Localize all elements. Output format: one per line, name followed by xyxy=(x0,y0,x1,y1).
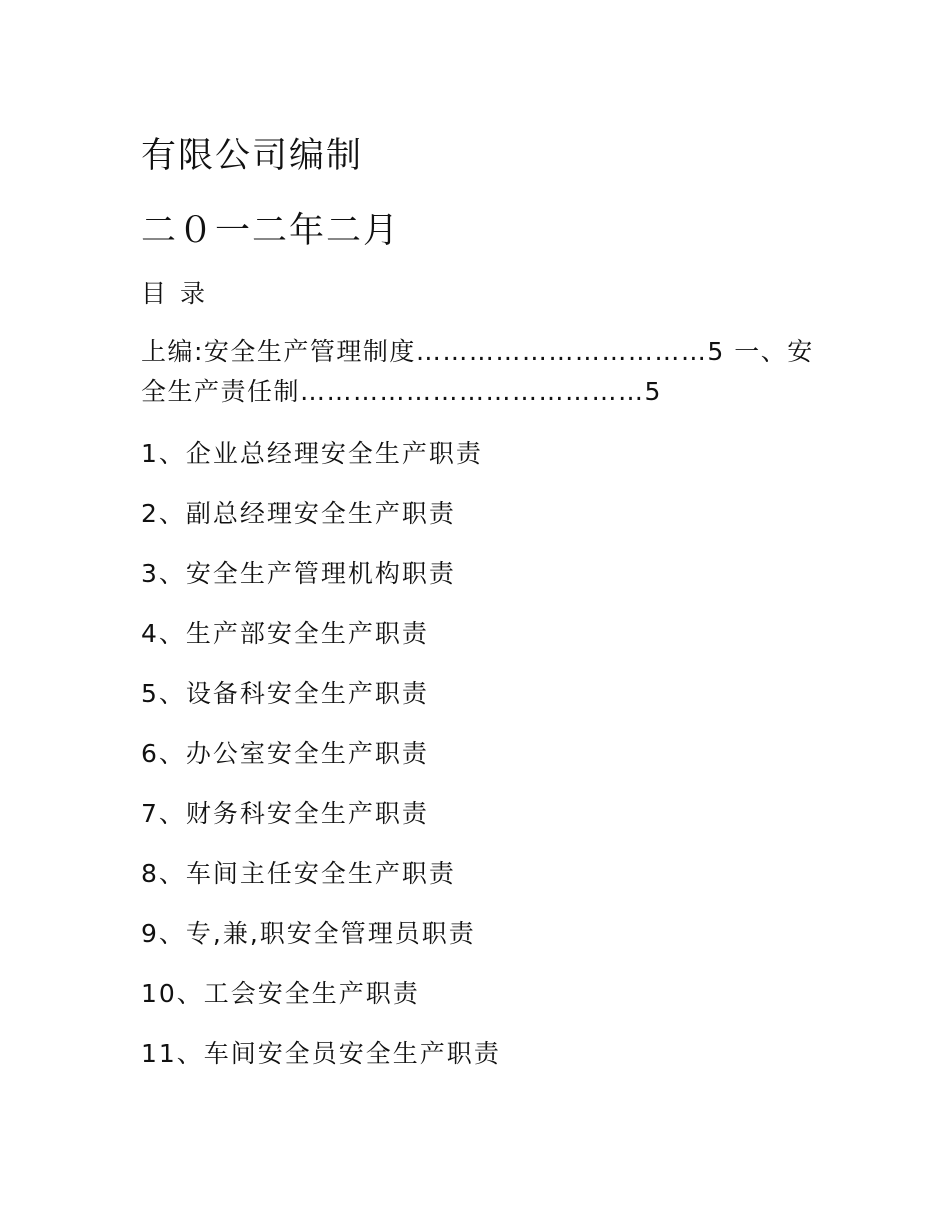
company-line: 有限公司编制 xyxy=(141,136,364,176)
toc-top-entry xyxy=(141,332,814,412)
toc-item-6: 6、办公室安全生产职责 xyxy=(141,739,429,768)
toc-top-entry-line2: 全生产责任制…………………………………5 xyxy=(141,377,662,406)
toc-item-1: 1、企业总经理安全生产职责 xyxy=(141,439,483,468)
toc-item-8: 8、车间主任安全生产职责 xyxy=(141,859,456,888)
toc-item-3: 3、安全生产管理机构职责 xyxy=(141,559,456,588)
toc-item-2: 2、副总经理安全生产职责 xyxy=(141,499,456,528)
toc-item-9: 9、专,兼,职安全管理员职责 xyxy=(141,919,476,948)
toc-item-4: 4、生产部安全生产职责 xyxy=(141,619,429,648)
toc-heading: 目 录 xyxy=(141,279,208,308)
toc-item-7: 7、财务科安全生产职责 xyxy=(141,799,429,828)
date-line: 二０一二年二月 xyxy=(141,211,401,251)
toc-top-entry-line1: 上编:安全生产管理制度……………………………5 一、安 xyxy=(141,337,814,366)
toc-item-10: 10、工会安全生产职责 xyxy=(141,979,420,1008)
toc-item-11: 11、车间安全员安全生产职责 xyxy=(141,1039,501,1068)
toc-item-5: 5、设备科安全生产职责 xyxy=(141,679,429,708)
